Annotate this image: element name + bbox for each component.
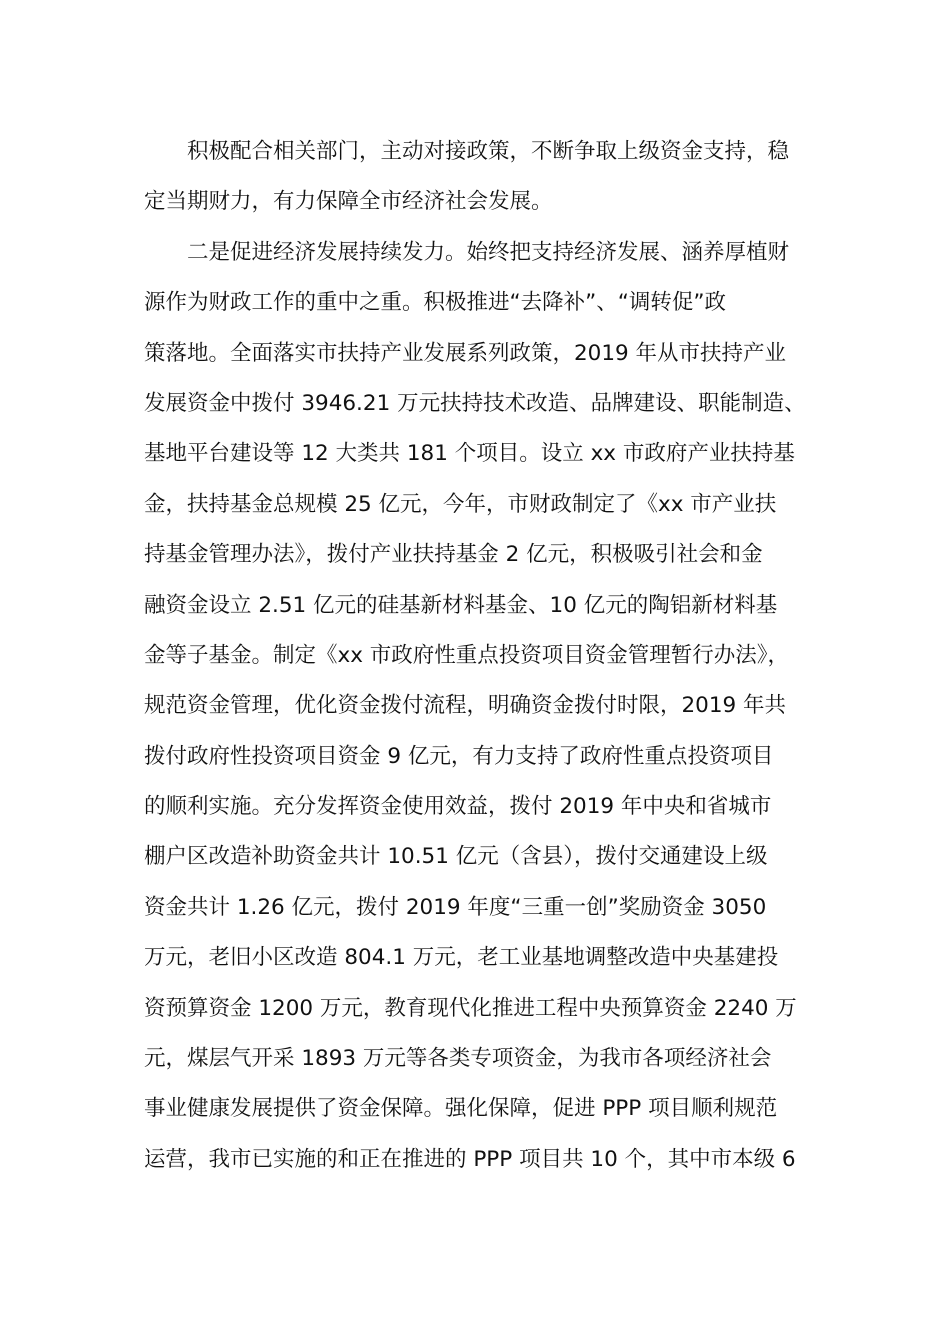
text-line: 金等子基金。制定《xx 市政府性重点投资项目资金管理暂行办法》， — [144, 642, 790, 668]
text-line: 拨付政府性投资项目资金 9 亿元，有力支持了政府性重点投资项目 — [144, 743, 774, 769]
text-line: 运营，我市已实施的和正在推进的 PPP 项目共 10 个，其中市本级 6 — [144, 1146, 796, 1172]
text-line: 源作为财政工作的重中之重。积极推进“去降补”、“调转促”政 — [144, 290, 727, 316]
text-line: 发展资金中拨付 3946.21 万元扶持技术改造、品牌建设、职能制造、 — [144, 390, 806, 416]
text-line: 资预算资金 1200 万元，教育现代化推进工程中央预算资金 2240 万 — [144, 995, 797, 1021]
paragraph-1 — [144, 127, 810, 228]
text-line: 金，扶持基金总规模 25 亿元，今年，市财政制定了《xx 市产业扶 — [144, 491, 777, 517]
text-line: 资金共计 1.26 亿元，拨付 2019 年度“三重一创”奖励资金 3050 — [144, 894, 767, 920]
text-line: 万元，老旧小区改造 804.1 万元，老工业基地调整改造中央基建投 — [144, 945, 779, 971]
body-text — [144, 127, 810, 1185]
text-line: 策落地。全面落实市扶持产业发展系列政策，2019 年从市扶持产业 — [144, 340, 787, 366]
text-line: 规范资金管理，优化资金拨付流程，明确资金拨付时限，2019 年共 — [144, 693, 787, 719]
text-line: 基地平台建设等 12 大类共 181 个项目。设立 xx 市政府产业扶持基 — [144, 441, 795, 467]
text-line: 定当期财力，有力保障全市经济社会发展。 — [144, 189, 553, 215]
text-line: 融资金设立 2.51 亿元的硅基新材料基金、10 亿元的陶铝新材料基 — [144, 592, 778, 618]
paragraph-2 — [144, 228, 810, 1185]
text-line: 的顺利实施。充分发挥资金使用效益，拨付 2019 年中央和省城市 — [144, 794, 772, 820]
text-line: 持基金管理办法》，拨付产业扶持基金 2 亿元，积极吸引社会和金 — [144, 542, 763, 568]
text-line: 二是促进经济发展持续发力。始终把支持经济发展、涵养厚植财 — [144, 239, 790, 265]
text-line: 积极配合相关部门，主动对接政策，不断争取上级资金支持，稳 — [144, 139, 790, 164]
text-line: 事业健康发展提供了资金保障。强化保障，促进 PPP 项目顺利规范 — [144, 1096, 778, 1122]
text-line: 棚户区改造补助资金共计 10.51 亿元（含县），拨付交通建设上级 — [144, 844, 768, 870]
text-line: 元，煤层气开采 1893 万元等各类专项资金，为我市各项经济社会 — [144, 1046, 772, 1072]
